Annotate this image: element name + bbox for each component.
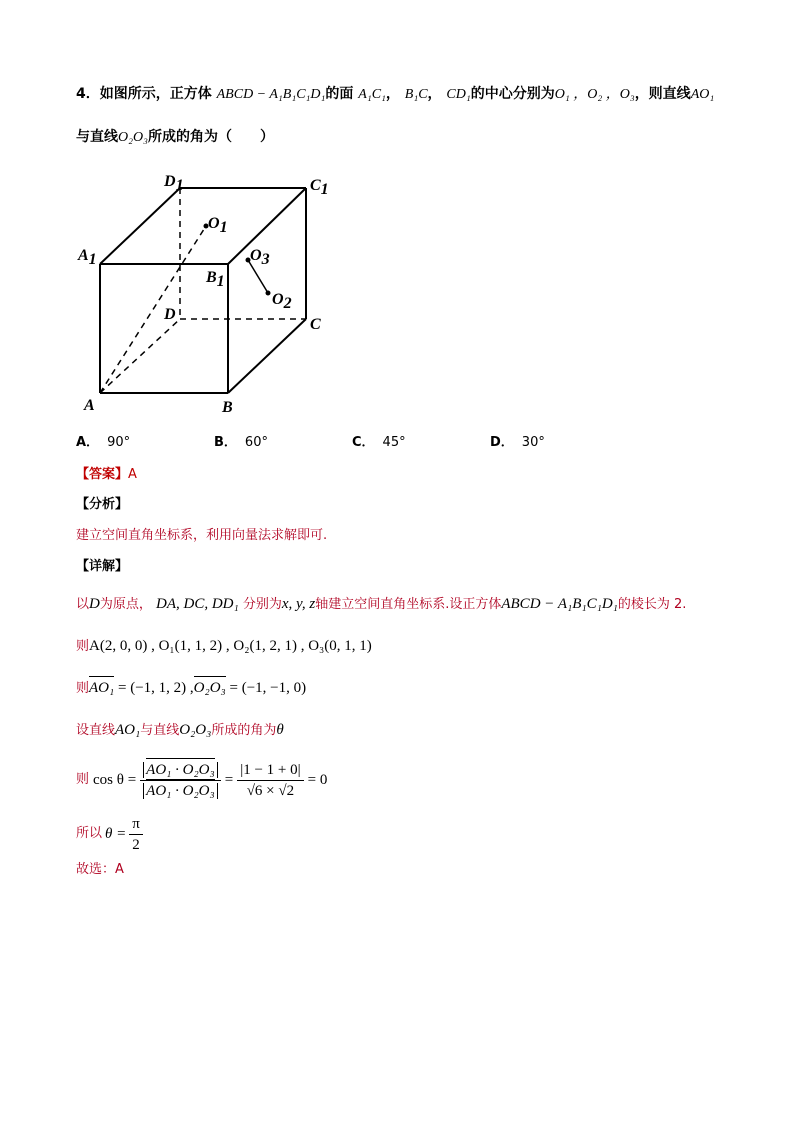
detail-line-3 bbox=[76, 678, 306, 699]
detail-text: 与直线 bbox=[140, 723, 180, 738]
two: 2 bbox=[132, 836, 140, 853]
option-a-text: 90° bbox=[107, 435, 131, 450]
option-b-text: 60° bbox=[244, 435, 268, 450]
vector-o2o3: O₂O₃ bbox=[193, 680, 226, 696]
option-c[interactable] bbox=[352, 434, 406, 452]
stem-text-2: 的面 bbox=[325, 86, 354, 102]
detail-line-4 bbox=[76, 720, 284, 741]
stem-text-5: 与直线 bbox=[76, 129, 118, 145]
detail-text: 轴建立空间直角坐标系.设正方体 bbox=[315, 597, 502, 612]
theta: θ bbox=[276, 722, 284, 738]
origin-d: D bbox=[89, 596, 100, 612]
option-b[interactable] bbox=[214, 434, 268, 452]
option-a[interactable] bbox=[76, 434, 130, 452]
comma: ， bbox=[427, 86, 442, 102]
label-C: C bbox=[310, 316, 321, 333]
detail-line-5 bbox=[76, 752, 327, 808]
stem-text-4: ，则直线 bbox=[634, 86, 691, 102]
cos-theta: cos θ = bbox=[93, 772, 137, 788]
question-stem-line-2 bbox=[76, 127, 274, 148]
pi: π bbox=[129, 814, 143, 835]
answer-line bbox=[76, 466, 137, 484]
option-d-text: 30° bbox=[521, 435, 545, 450]
denominator-values: √6 × √2 bbox=[246, 782, 295, 799]
face-2: B₁C bbox=[404, 87, 428, 102]
detail-line-6 bbox=[76, 812, 143, 856]
vector-ao1: AO₁ bbox=[89, 680, 115, 696]
detail-text: 所以 bbox=[76, 826, 103, 841]
option-c-letter: C． bbox=[352, 435, 375, 450]
option-d-letter: D． bbox=[490, 435, 514, 450]
edge-A1D1 bbox=[100, 188, 180, 264]
fraction-values bbox=[237, 760, 303, 801]
detail-text: 则 bbox=[76, 681, 90, 696]
axes-vectors: DA, DC, DD₁ bbox=[156, 596, 239, 612]
axes-xyz: x, y, z bbox=[281, 596, 316, 612]
vector-ao1-value: = (−1, 1, 2) , bbox=[114, 680, 194, 696]
line-ao1: AO₁ bbox=[115, 722, 141, 738]
detail-line-2 bbox=[76, 636, 372, 657]
denominator-vectors: AO₁ · O₂O₃ bbox=[146, 782, 215, 799]
stem-text-1: 如图所示，正方体 bbox=[99, 86, 212, 102]
analysis-text: 建立空间直角坐标系，利用向量法求解即可. bbox=[76, 528, 328, 543]
comma: ， bbox=[385, 86, 400, 102]
label-D1: D1 bbox=[164, 173, 184, 194]
label-O3: O3 bbox=[250, 247, 270, 268]
detail-text: 为原点， bbox=[99, 597, 152, 612]
option-c-text: 45° bbox=[382, 435, 406, 450]
analysis-tag: 【分析】 bbox=[76, 497, 129, 512]
centers: O₁ ，O₂ ，O₃ bbox=[554, 87, 635, 102]
detail-text: 以 bbox=[76, 597, 90, 612]
label-A1: A1 bbox=[78, 247, 97, 268]
option-a-letter: A． bbox=[76, 435, 100, 450]
option-b-letter: B． bbox=[214, 435, 237, 450]
label-D: D bbox=[164, 306, 176, 323]
stem-text-3: 的中心分别为 bbox=[470, 86, 555, 102]
line-2: O₂O₃ bbox=[118, 130, 148, 145]
answer-tag: 【答案】 bbox=[76, 467, 129, 482]
fraction-pi-over-2 bbox=[129, 814, 143, 855]
detail-text: 的棱长为 2. bbox=[617, 597, 687, 612]
label-O2: O2 bbox=[272, 291, 292, 312]
cube-name-detail: ABCD − A₁B₁C₁D₁ bbox=[501, 596, 618, 612]
question-stem-line-1 bbox=[76, 84, 736, 105]
detail-text: 则 bbox=[76, 772, 90, 787]
cube-figure bbox=[70, 162, 350, 422]
numerator-vectors: AO₁ · O₂O₃ bbox=[146, 761, 215, 778]
result-zero: = 0 bbox=[307, 772, 328, 788]
detail-tag: 【详解】 bbox=[76, 559, 129, 574]
detail-text: 则 bbox=[76, 639, 90, 654]
edge-BC bbox=[228, 319, 306, 393]
segment-AO1 bbox=[100, 226, 206, 393]
face-1: A₁C₁ bbox=[358, 87, 386, 102]
point-O2 bbox=[266, 291, 271, 296]
label-O1: O1 bbox=[208, 215, 228, 236]
label-C1: C1 bbox=[310, 177, 329, 198]
question-number: 4． bbox=[76, 86, 100, 102]
line-1: AO₁ bbox=[690, 87, 715, 102]
edge-AD bbox=[100, 319, 180, 393]
vector-o2o3-value: = (−1, −1, 0) bbox=[225, 680, 307, 696]
label-A: A bbox=[84, 397, 95, 414]
detail-line-1 bbox=[76, 594, 686, 615]
stem-text-6: 所成的角为（ ） bbox=[147, 129, 274, 145]
coordinates: A(2, 0, 0) , O₁(1, 1, 2) , O₂(1, 2, 1) , O₃(0, 1, 1) bbox=[89, 638, 372, 654]
line-o2o3: O₂O₃ bbox=[179, 722, 212, 738]
option-d[interactable] bbox=[490, 434, 545, 452]
label-B1: B1 bbox=[206, 269, 225, 290]
detail-text: 设直线 bbox=[76, 723, 116, 738]
detail-text: 所成的角为 bbox=[211, 723, 277, 738]
theta-equals: θ = bbox=[105, 826, 127, 842]
cube-name: ABCD − A₁B₁C₁D₁ bbox=[216, 87, 326, 102]
equals: = bbox=[224, 772, 234, 788]
numerator-values: |1 − 1 + 0| bbox=[237, 760, 303, 781]
detail-line-7: 故选：A bbox=[76, 862, 124, 877]
answer-value: A bbox=[128, 467, 137, 482]
label-B: B bbox=[222, 399, 233, 416]
fraction-vectors bbox=[140, 760, 221, 801]
face-3: CD₁ bbox=[446, 87, 471, 102]
detail-text: 分别为 bbox=[242, 597, 282, 612]
